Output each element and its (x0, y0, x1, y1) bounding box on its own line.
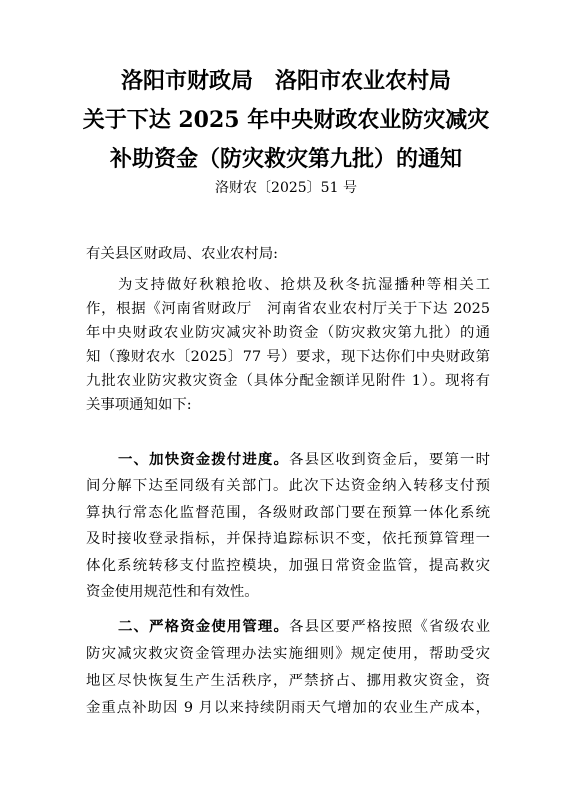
title-line-2: 关于下达 2025 年中央财政农业防灾减灾 (82, 107, 490, 133)
section-1-heading: 一、加快资金拨付进度。 (118, 451, 290, 468)
section-2-heading: 二、严格资金使用管理。 (118, 618, 290, 635)
section-1-line: 间分解下达至同级有关部门。此次下达资金纳入转移支付预 (86, 478, 490, 494)
intro-line: 年中央财政农业防灾减灾补助资金（防灾救灾第九批）的通 (86, 325, 490, 341)
intro-line: 作，根据《河南省财政厅 河南省农业农村厅关于下达 2025 (86, 301, 490, 317)
intro-line: 为支持做好秋粮抢收、抢烘及秋冬抗湿播种等相关工 (118, 277, 490, 293)
section-2-first-line (118, 617, 490, 637)
section-1-line: 体化系统转移支付监控模块，加强日常资金监管，提高救灾 (86, 558, 490, 574)
salutation: 有关县区财政局、农业农村局: (86, 246, 278, 262)
section-2-text: 各县区要严格按照《省级农业 (289, 619, 490, 635)
document-number: 洛财农〔2025〕51 号 (215, 180, 357, 196)
intro-line: 九批农业防灾救灾资金（具体分配金额详见附件 1）。现将有 (86, 373, 490, 389)
section-1-line: 算执行常态化监督范围，各级财政部门要在预算一体化系统 (86, 505, 490, 521)
section-1-line: 及时接收登录指标，并保持追踪标识不变，依托预算管理一 (86, 531, 490, 547)
section-1-text: 各县区收到资金后，要第一时 (289, 452, 490, 468)
intro-line: 知（豫财农水〔2025〕77 号）要求，现下达你们中央财政第 (86, 349, 490, 365)
title-line-1: 洛阳市财政局 洛阳市农业农村局 (120, 68, 451, 94)
section-2-line: 防灾减灾救灾资金管理办法实施细则》规定使用，帮助受灾 (86, 646, 490, 662)
section-1-line: 资金使用规范性和有效性。 (86, 584, 259, 600)
intro-line: 关事项通知如下: (86, 397, 192, 413)
title-line-3: 补助资金（防灾救灾第九批）的通知 (109, 146, 462, 172)
section-2-line: 金重点补助因 9 月以来持续阴雨天气增加的农业生产成本， (86, 700, 490, 716)
section-2-line: 地区尽快恢复生产生活秩序，严禁挤占、挪用救灾资金，资 (86, 673, 490, 689)
section-1-first-line (118, 450, 490, 470)
